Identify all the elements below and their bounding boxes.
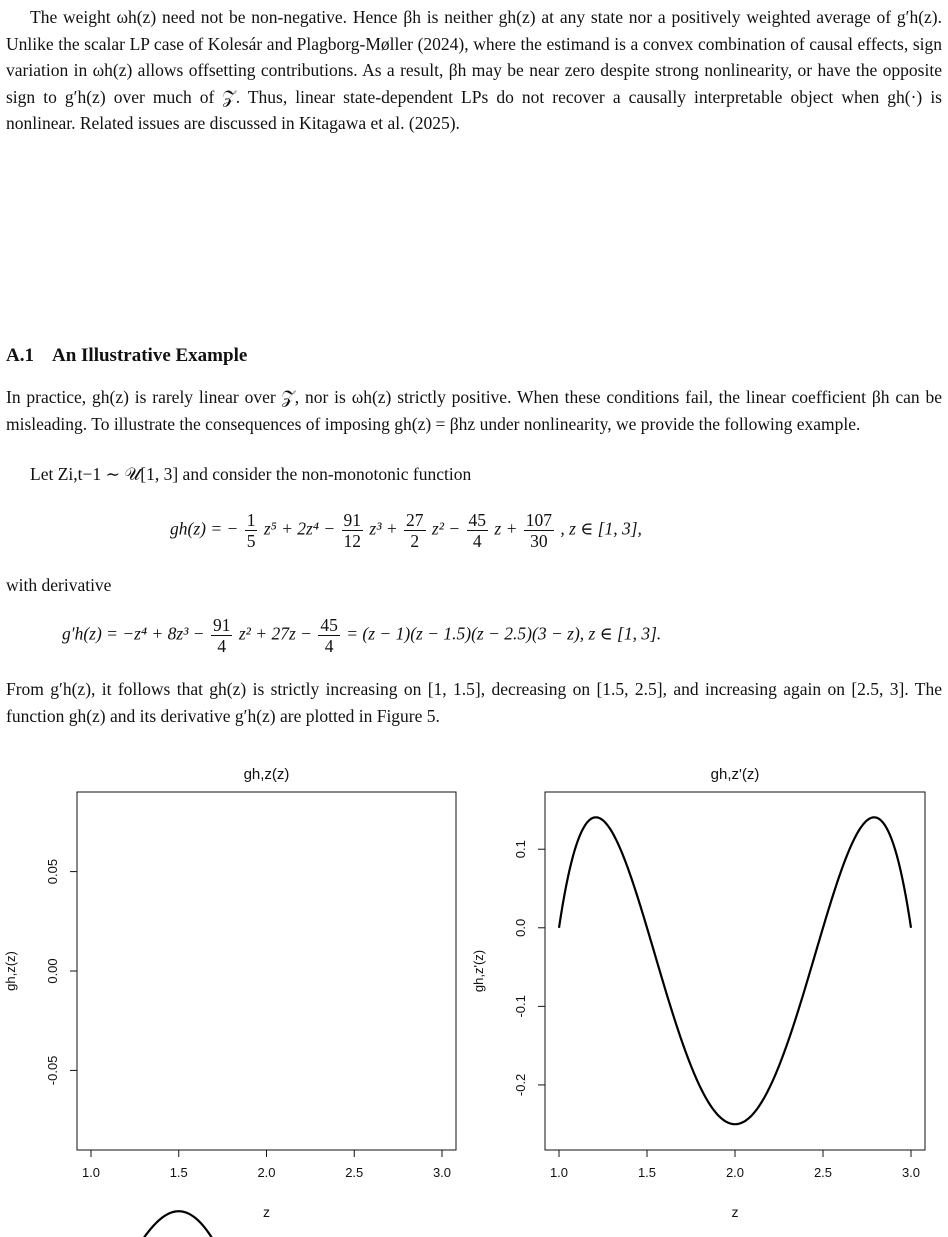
eq1-frac-2-num: 91: [343, 510, 362, 530]
y-tick-label: 0.0: [513, 918, 528, 937]
eq1-frac-3-num: 27: [406, 510, 424, 530]
y-tick-label: 0.1: [513, 840, 528, 859]
x-tick-label: 2.0: [725, 1165, 745, 1180]
x-tick-label: 3.0: [901, 1165, 921, 1180]
x-tick-label: 2.0: [257, 1165, 276, 1180]
plot-frame: [545, 792, 925, 1150]
x-tick-label: 1.0: [81, 1165, 101, 1180]
eq2-frac-2-num: 45: [320, 615, 338, 635]
eq2-frac-2-den: 4: [324, 636, 334, 656]
y-tick-label: -0.1: [513, 995, 528, 1018]
x-axis-label: z: [731, 1204, 739, 1220]
section-number: A.1: [6, 345, 34, 366]
eq2-lhs: g′h(z) = −z⁴ + 8z³ −: [62, 623, 205, 644]
eq2-rhs: = (z − 1)(z − 1.5)(z − 2.5)(3 − z), z ∈ [1, 3].: [346, 623, 662, 644]
eq1-z1: z +: [494, 518, 518, 539]
eq1-z2: z² −: [431, 518, 461, 539]
section-title: An Illustrative Example: [52, 345, 248, 366]
eq1-frac-2-den: 12: [343, 531, 362, 551]
eq1-frac-1-den: 5: [246, 531, 256, 551]
eq1-lhs: gh(z) = −: [170, 518, 239, 539]
x-tick-label: 2.5: [345, 1165, 364, 1180]
figure-5: [0, 740, 948, 1237]
x-tick-label: 1.5: [169, 1165, 188, 1180]
y-tick-label: 0.00: [45, 958, 60, 984]
paragraph-with-derivative: with derivative: [6, 575, 112, 595]
x-tick-label: 3.0: [432, 1165, 452, 1180]
paragraph-from-derivative: From g′h(z), it follows that gh(z) is strictly increasing on [1, 1.5], decreasing on [1.5, 2.5], and increasing again on [2.5, 3]. The function gh(z) and its derivative g′h(z) are plotted in Figure 5.: [6, 679, 942, 726]
eq2-frac-1: [211, 615, 233, 656]
equation-derivative: [62, 615, 661, 656]
eq2-frac-2: [318, 615, 340, 656]
eq1-frac-3-den: 2: [410, 531, 420, 551]
section-heading: [6, 345, 247, 367]
eq1-frac-3: [404, 510, 426, 551]
paragraph-weight-discussion: The weight ωh(z) need not be non-negative. Hence βh is neither gh(z) at any state nor a positively weighted average of g′h(z). Unlike the scalar LP case of Kolesár and Plagborg-Møller (2024), where the estimand is a convex combination of causal effects, sign variation in ωh(z) allows offsetting contributions. As a result, βh may be near zero despite strong nonlinearity, or have the opposite sign to g′h(z) over much of 𝒵. Thus, linear state-dependent LPs do not recover a causally interpretable object when gh(·) is nonlinear. Related issues are discussed in Kitagawa et al. (2025).: [6, 7, 942, 133]
plot-frame: [77, 792, 456, 1150]
y-tick-label: -0.2: [513, 1073, 528, 1097]
plot-gh-derivative: [471, 766, 925, 1220]
y-tick-label: -0.05: [45, 1055, 60, 1086]
eq2-mid: z² + 27z −: [238, 623, 312, 644]
plot-gh: [3, 766, 456, 1237]
y-axis-label: gh,z(z): [3, 951, 18, 991]
series-line: [559, 817, 911, 1124]
paragraph-in-practice: In practice, gh(z) is rarely linear over 𝒵, nor is ωh(z) strictly positive. When these conditions fail, the linear coefficient βh can be misleading. To illustrate the consequences of imposing gh(z) = βhz under nonlinearity, we provide the following example.: [6, 387, 942, 434]
eq1-z3: z³ +: [369, 518, 398, 539]
y-tick-label: 0.05: [45, 858, 60, 885]
eq1-frac-1-num: 1: [246, 510, 256, 530]
eq1-frac-4-num: 45: [468, 510, 487, 530]
x-axis-label: z: [263, 1204, 270, 1220]
eq1-frac-1: [245, 510, 258, 551]
y-axis-label: gh,z'(z): [471, 949, 486, 993]
eq1-frac-4: [467, 510, 489, 551]
equation-gh: [170, 510, 642, 551]
x-tick-label: 1.5: [637, 1165, 657, 1180]
eq2-frac-1-den: 4: [217, 636, 227, 656]
x-tick-label: 2.5: [813, 1165, 833, 1180]
eq1-domain: , z ∈ [1, 3],: [560, 518, 642, 539]
eq2-frac-1-num: 91: [212, 615, 231, 635]
eq1-frac-5-num: 107: [525, 510, 553, 530]
plot-title: gh,z'(z): [710, 766, 760, 783]
x-tick-label: 1.0: [549, 1165, 569, 1180]
eq1-terms: z⁵ + 2z⁴ −: [263, 518, 336, 539]
eq1-frac-5: [524, 510, 554, 551]
eq1-frac-5-den: 30: [530, 531, 548, 551]
eq1-frac-4-den: 4: [472, 531, 482, 551]
paragraph-let-z: Let Zi,t−1 ∼ 𝒰[1, 3] and consider the non-monotonic function: [30, 464, 472, 484]
plot-title: gh,z(z): [243, 766, 290, 783]
eq1-frac-2: [342, 510, 364, 551]
